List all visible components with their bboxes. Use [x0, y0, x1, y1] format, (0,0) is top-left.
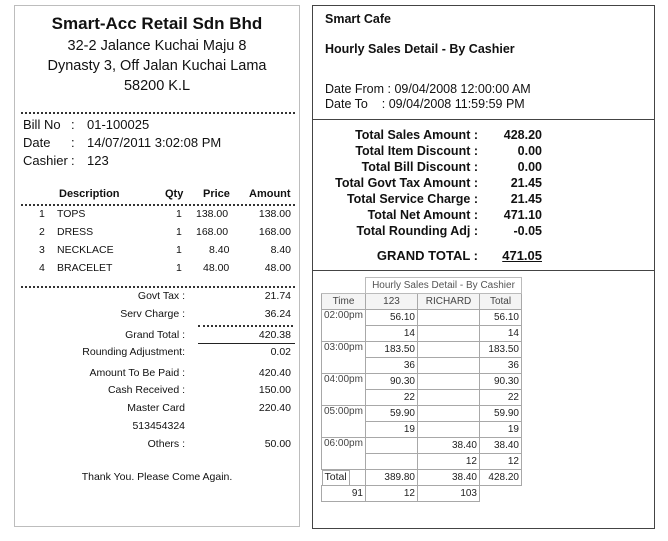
- amount-cell: [418, 342, 480, 358]
- date-from-value: 09/04/2008 12:00:00 AM: [394, 82, 531, 96]
- table-total-row: [322, 486, 522, 502]
- date-to-label: Date To :: [325, 97, 386, 111]
- master-card-label: Master Card: [127, 402, 185, 414]
- rounding-value: 0.02: [270, 346, 291, 358]
- count-cell: 36: [366, 358, 418, 374]
- time-cell: 06:00pm: [322, 438, 366, 470]
- item-amount: 138.00: [258, 208, 291, 220]
- summary-value: 471.10: [503, 208, 542, 222]
- master-card-value: 220.40: [258, 402, 291, 414]
- amount-cell: 90.30: [480, 374, 522, 390]
- total-label: Total: [322, 470, 350, 486]
- count-cell: 14: [480, 326, 522, 342]
- amount-cell: 59.90: [480, 406, 522, 422]
- summary-row: [313, 176, 654, 192]
- summary-row: [313, 208, 654, 224]
- rounding-label: Rounding Adjustment:: [82, 346, 185, 358]
- amount-cell: 183.50: [480, 342, 522, 358]
- colon: :: [71, 153, 75, 168]
- summary-label: Total Govt Tax Amount :: [335, 176, 478, 190]
- summary-label: Total Rounding Adj :: [356, 224, 478, 238]
- amount-cell: 90.30: [366, 374, 418, 390]
- count-cell: 22: [366, 390, 418, 406]
- thank-you-message: Thank You. Please Come Again.: [81, 471, 233, 483]
- summary-value: 21.45: [510, 176, 542, 190]
- bill-no-value: 01-100025: [87, 117, 150, 132]
- item-amount: 168.00: [258, 226, 291, 238]
- date-to-value: 09/04/2008 11:59:59 PM: [388, 97, 525, 111]
- date-from-label: Date From :: [325, 82, 391, 96]
- date-to: [325, 97, 525, 111]
- item-no: 3: [39, 244, 45, 256]
- col-cashier-richard: RICHARD: [418, 294, 480, 310]
- address-line-1: 32-2 Jalance Kuchai Maju 8: [67, 38, 247, 54]
- cash-received-label: Cash Received :: [107, 384, 185, 396]
- total-amount-cell: 389.80: [366, 470, 418, 486]
- summary-label: Total Net Amount :: [367, 208, 478, 222]
- item-amount: 8.40: [270, 244, 291, 256]
- summary-label: Total Service Charge :: [346, 192, 478, 206]
- bill-no-label: Bill No: [23, 117, 61, 132]
- summary-label: Total Item Discount :: [355, 144, 478, 158]
- summary-row: [313, 128, 654, 144]
- item-no: 1: [39, 208, 45, 220]
- time-cell: 04:00pm: [322, 374, 366, 406]
- divider: [198, 343, 295, 344]
- count-cell: 12: [418, 454, 480, 470]
- serv-charge-value: 36.24: [264, 308, 291, 320]
- cashier-row: [23, 153, 109, 168]
- address-line-3: 58200 K.L: [123, 78, 191, 94]
- date-row: [23, 135, 221, 150]
- summary-row: [313, 144, 654, 160]
- count-cell: [418, 358, 480, 374]
- count-cell: [366, 454, 418, 470]
- col-cashier-123: 123: [366, 294, 418, 310]
- summary-row: [313, 192, 654, 208]
- count-cell: [418, 422, 480, 438]
- colon: :: [71, 135, 75, 150]
- table-row: [322, 310, 522, 326]
- divider: [21, 112, 295, 114]
- grand-total-value: 420.38: [258, 329, 291, 341]
- summary-value: 428.20: [503, 128, 542, 142]
- col-time: Time: [322, 294, 366, 310]
- others-label: Others :: [147, 438, 185, 450]
- item-qty: 1: [176, 244, 182, 256]
- report-title: Hourly Sales Detail - By Cashier: [325, 42, 515, 56]
- hourly-sales-report: [312, 5, 655, 529]
- total-amount-cell: 38.40: [418, 470, 480, 486]
- colon: :: [71, 117, 75, 132]
- card-number: 513454324: [132, 420, 185, 432]
- amount-to-be-paid-label: Amount To Be Paid :: [89, 367, 185, 379]
- item-desc: NECKLACE: [57, 244, 114, 256]
- amount-cell: 183.50: [366, 342, 418, 358]
- retail-receipt: [14, 5, 300, 527]
- amount-cell: 59.90: [366, 406, 418, 422]
- col-price: Price: [203, 188, 230, 200]
- govt-tax-value: 21.74: [264, 290, 291, 302]
- grand-total-label: GRAND TOTAL :: [376, 248, 478, 263]
- bill-no-row: [23, 117, 149, 132]
- total-amount-cell: 428.20: [480, 470, 522, 486]
- total-count-cell: 91: [322, 486, 366, 502]
- others-value: 50.00: [264, 438, 291, 450]
- table-total-row: [322, 470, 522, 486]
- amount-cell: 56.10: [480, 310, 522, 326]
- count-cell: 22: [480, 390, 522, 406]
- time-cell: 02:00pm: [322, 310, 366, 342]
- amount-to-be-paid-value: 420.40: [258, 367, 291, 379]
- divider: [313, 270, 654, 271]
- amount-cell: 38.40: [480, 438, 522, 454]
- item-price: 168.00: [196, 226, 229, 238]
- item-row: [15, 244, 299, 260]
- amount-cell: [418, 310, 480, 326]
- total-count-cell: 103: [418, 486, 480, 502]
- count-cell: 19: [480, 422, 522, 438]
- table-row: [322, 406, 522, 422]
- hourly-sales-table: [321, 277, 522, 502]
- shop-name: Smart Cafe: [325, 12, 391, 26]
- item-amount: 48.00: [264, 262, 291, 274]
- item-qty: 1: [176, 262, 182, 274]
- item-row: [15, 208, 299, 224]
- summary-value: 21.45: [510, 192, 542, 206]
- col-amount: Amount: [249, 188, 291, 200]
- amount-cell: 56.10: [366, 310, 418, 326]
- item-desc: TOPS: [57, 208, 86, 220]
- item-price: 138.00: [196, 208, 229, 220]
- company-name: Smart-Acc Retail Sdn Bhd: [51, 14, 263, 33]
- time-cell: 03:00pm: [322, 342, 366, 374]
- item-qty: 1: [176, 208, 182, 220]
- count-cell: 12: [480, 454, 522, 470]
- item-row: [15, 226, 299, 242]
- item-no: 2: [39, 226, 45, 238]
- summary-row: [313, 160, 654, 176]
- address-line-2: Dynasty 3, Off Jalan Kuchai Lama: [47, 58, 267, 74]
- count-cell: [418, 326, 480, 342]
- table-row: [322, 342, 522, 358]
- item-price: 8.40: [209, 244, 230, 256]
- summary-value: 0.00: [517, 144, 542, 158]
- divider: [21, 286, 295, 288]
- item-desc: DRESS: [57, 226, 94, 238]
- cash-received-value: 150.00: [258, 384, 291, 396]
- grand-total-label: Grand Total :: [125, 329, 185, 341]
- item-row: [15, 262, 299, 278]
- amount-cell: [418, 406, 480, 422]
- divider: [198, 325, 293, 327]
- amount-cell: [418, 374, 480, 390]
- date-label: Date: [23, 135, 51, 150]
- col-description: Description: [59, 188, 120, 200]
- amount-cell: 38.40: [418, 438, 480, 454]
- cashier-value: 123: [87, 153, 109, 168]
- summary-label: Total Bill Discount :: [361, 160, 478, 174]
- col-qty: Qty: [165, 188, 184, 200]
- time-cell: 05:00pm: [322, 406, 366, 438]
- table-caption: Hourly Sales Detail - By Cashier: [366, 278, 522, 294]
- summary-row: [313, 224, 654, 240]
- summary-value: -0.05: [513, 224, 542, 238]
- count-cell: 36: [480, 358, 522, 374]
- item-desc: BRACELET: [57, 262, 113, 274]
- cashier-label: Cashier: [23, 153, 68, 168]
- table-row: [322, 374, 522, 390]
- divider: [21, 204, 295, 206]
- grand-total-value: 471.05: [502, 248, 542, 263]
- item-no: 4: [39, 262, 45, 274]
- summary-value: 0.00: [517, 160, 542, 174]
- date-from: [325, 82, 531, 96]
- total-count-cell: 12: [366, 486, 418, 502]
- item-price: 48.00: [203, 262, 230, 274]
- count-cell: 19: [366, 422, 418, 438]
- serv-charge-label: Serv Charge :: [120, 308, 185, 320]
- govt-tax-label: Govt Tax :: [137, 290, 185, 302]
- count-cell: 14: [366, 326, 418, 342]
- amount-cell: [366, 438, 418, 454]
- item-qty: 1: [176, 226, 182, 238]
- date-value: 14/07/2011 3:02:08 PM: [87, 135, 222, 150]
- divider: [313, 119, 654, 120]
- table-row: [322, 438, 522, 454]
- count-cell: [418, 390, 480, 406]
- summary-label: Total Sales Amount :: [355, 128, 478, 142]
- col-total: Total: [480, 294, 522, 310]
